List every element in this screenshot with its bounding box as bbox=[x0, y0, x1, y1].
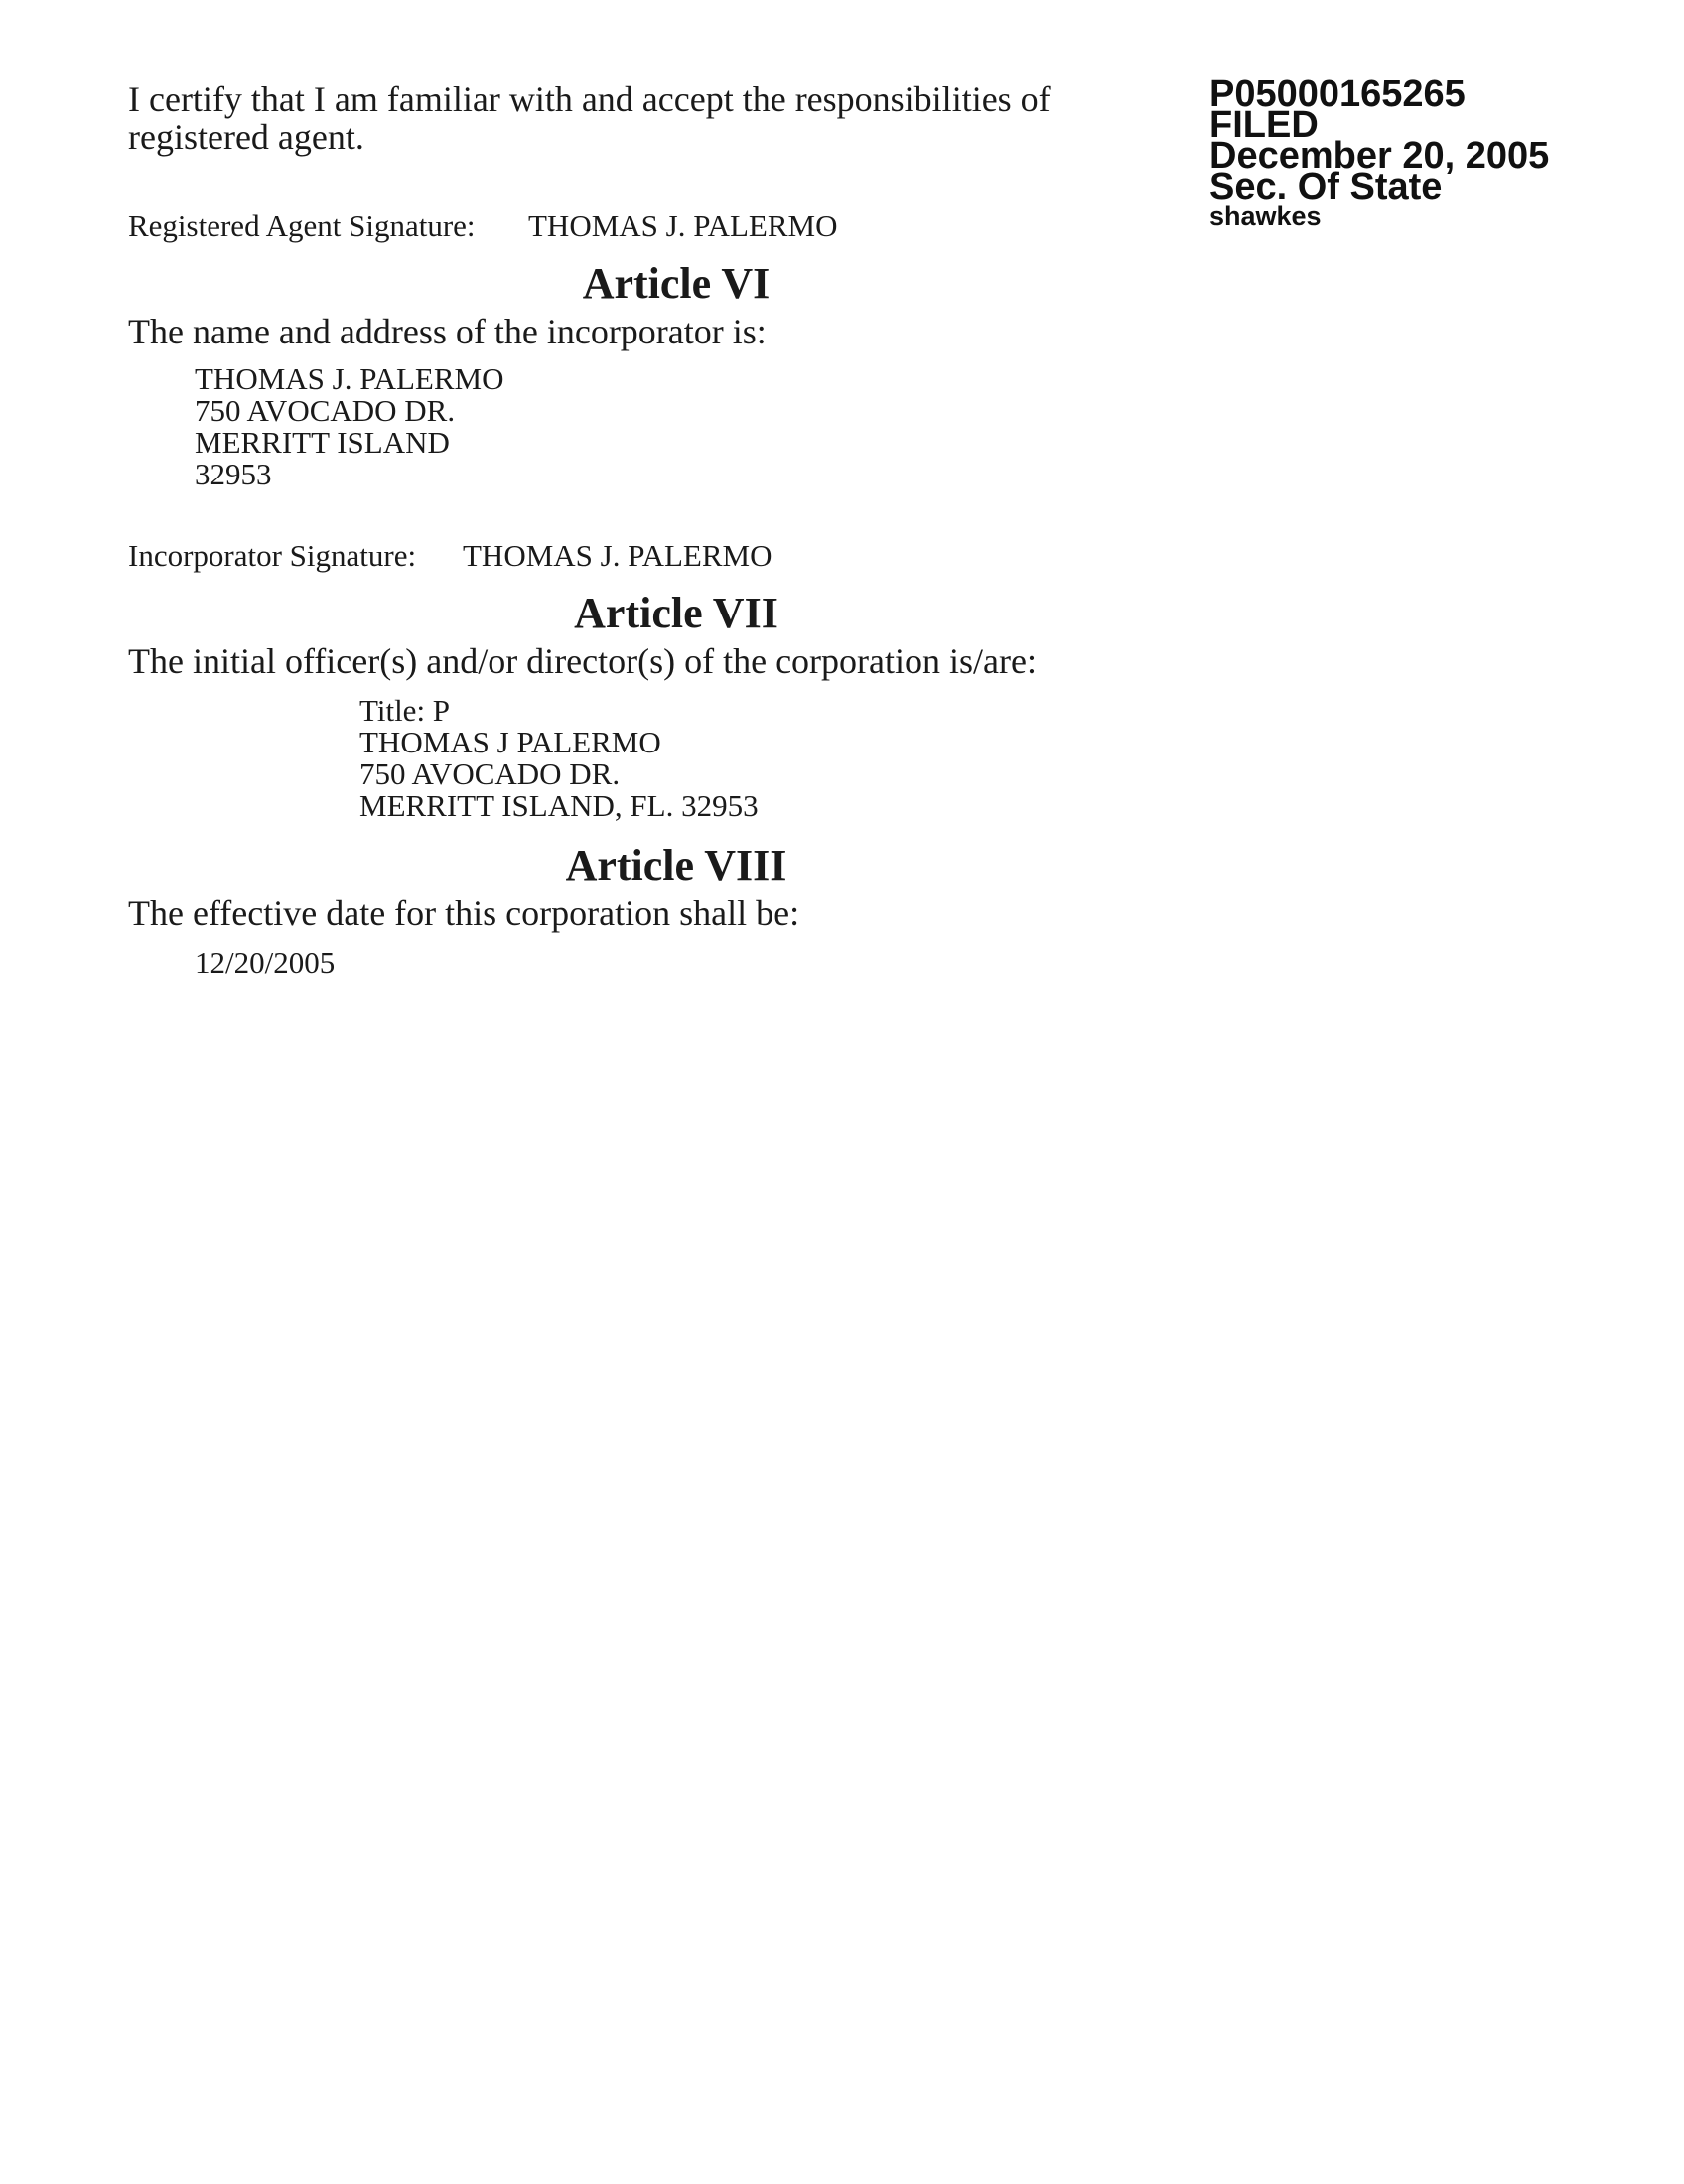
incorporator-name: THOMAS J. PALERMO bbox=[195, 361, 504, 396]
filed-date: December 20, 2005 bbox=[1209, 135, 1550, 177]
filing-clerk: shawkes bbox=[1209, 202, 1322, 231]
registered-agent-signature-name: THOMAS J. PALERMO bbox=[528, 208, 838, 243]
effective-date: 12/20/2005 bbox=[195, 945, 336, 980]
incorporator-signature-name: THOMAS J. PALERMO bbox=[463, 538, 772, 573]
certification-text-line-1: I certify that I am familiar with and accept the responsibilities of bbox=[128, 79, 1051, 119]
incorporator-address bbox=[195, 363, 504, 490]
certification-text-line-2: registered agent. bbox=[128, 117, 364, 157]
filing-stamp bbox=[1209, 73, 1550, 231]
officer-details bbox=[359, 695, 759, 822]
article-vii-intro: The initial officer(s) and/or director(s) of the corporation is/are: bbox=[128, 641, 1037, 681]
officer-name: THOMAS J PALERMO bbox=[359, 725, 661, 759]
incorporator-city: MERRITT ISLAND bbox=[195, 425, 450, 460]
registered-agent-signature-label: Registered Agent Signature: bbox=[128, 208, 476, 243]
incorporator-street: 750 AVOCADO DR. bbox=[195, 393, 456, 428]
filed-status: FILED bbox=[1209, 104, 1319, 146]
article-vii-heading: Article VII bbox=[574, 589, 778, 637]
incorporator-signature-label: Incorporator Signature: bbox=[128, 538, 417, 573]
article-viii-heading: Article VIII bbox=[565, 841, 787, 889]
officer-city-state-zip: MERRITT ISLAND, FL. 32953 bbox=[359, 788, 759, 823]
document-number: P05000165265 bbox=[1209, 73, 1466, 115]
filing-office: Sec. Of State bbox=[1209, 166, 1443, 207]
article-viii-intro: The effective date for this corporation shall be: bbox=[128, 893, 800, 933]
officer-street: 750 AVOCADO DR. bbox=[359, 756, 621, 791]
article-vi-intro: The name and address of the incorporator is: bbox=[128, 312, 767, 351]
officer-title: Title: P bbox=[359, 693, 451, 728]
incorporator-zip: 32953 bbox=[195, 457, 272, 491]
article-vi-heading: Article VI bbox=[582, 259, 771, 308]
